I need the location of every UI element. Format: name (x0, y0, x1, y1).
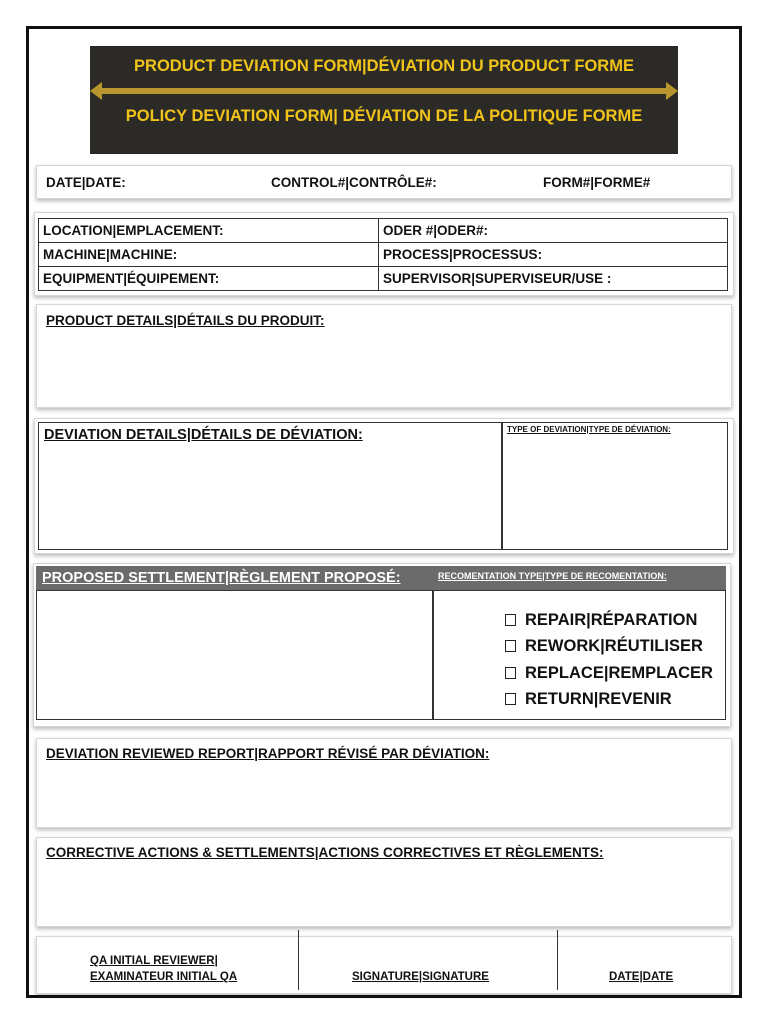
banner-divider (100, 88, 668, 94)
option-return[interactable] (505, 690, 672, 709)
info-grid (38, 218, 728, 291)
machine-field[interactable]: MACHINE|MACHINE: (39, 243, 379, 267)
recommendation-type-label: RECOMENTATION TYPE|TYPE DE RECOMENTATION: (438, 571, 667, 581)
qa-reviewer-label-line2: EXAMINATEUR INITIAL QA (90, 971, 238, 983)
qa-reviewer-label-line1: QA INITIAL REVIEWER| (90, 955, 218, 967)
signature-divider (298, 930, 299, 990)
option-repair[interactable] (505, 611, 697, 630)
checkbox-icon[interactable] (505, 640, 516, 652)
checkbox-icon[interactable] (505, 693, 516, 705)
order-number-field[interactable]: ODER #|ODER#: (379, 219, 728, 243)
equipment-field[interactable]: EQUIPMENT|ÉQUIPEMENT: (39, 267, 379, 291)
deviation-type-box[interactable] (502, 422, 728, 550)
deviation-type-label: TYPE OF DEVIATION|TYPE DE DÉVIATION: (507, 425, 671, 434)
settlement-text-box[interactable] (36, 590, 433, 720)
product-details-label: PRODUCT DETAILS|DÉTAILS DU PRODUIT: (46, 313, 325, 328)
checkbox-icon[interactable] (505, 667, 516, 679)
signature-label[interactable]: SIGNATURE|SIGNATURE (352, 971, 489, 983)
date-field[interactable]: DATE|DATE: (46, 175, 126, 190)
arrow-left-icon (90, 82, 102, 100)
form-title-policy: POLICY DEVIATION FORM| DÉVIATION DE LA POLITIQUE FORME (125, 107, 643, 125)
proposed-settlement-label: PROPOSED SETTLEMENT|RÈGLEMENT PROPOSÉ: (42, 570, 401, 586)
supervisor-field[interactable]: SUPERVISOR|SUPERVISEUR/USE : (379, 267, 728, 291)
reviewed-report-label: DEVIATION REVIEWED REPORT|RAPPORT RÉVISÉ PAR DÉVIATION: (46, 746, 490, 761)
option-return-label: RETURN|REVENIR (525, 690, 672, 708)
corrective-actions-label: CORRECTIVE ACTIONS & SETTLEMENTS|ACTIONS CORRECTIVES ET RÈGLEMENTS: (46, 845, 604, 860)
control-number-field[interactable]: CONTROL#|CONTRÔLE#: (271, 175, 437, 190)
signature-date-label[interactable]: DATE|DATE (609, 971, 674, 983)
option-rework-label: REWORK|RÉUTILISER (525, 637, 703, 655)
signature-divider (557, 930, 558, 990)
location-field[interactable]: LOCATION|EMPLACEMENT: (39, 219, 379, 243)
form-title-product: PRODUCT DEVIATION FORM|DÉVIATION DU PRODUCT FORME (134, 57, 634, 75)
deviation-details-label: DEVIATION DETAILS|DÉTAILS DE DÉVIATION: (44, 427, 363, 443)
process-field[interactable]: PROCESS|PROCESSUS: (379, 243, 728, 267)
option-rework[interactable] (505, 637, 703, 656)
form-number-field[interactable]: FORM#|FORME# (543, 175, 651, 190)
arrow-right-icon (666, 82, 678, 100)
option-replace-label: REPLACE|REMPLACER (525, 664, 713, 682)
option-repair-label: REPAIR|RÉPARATION (525, 611, 698, 629)
option-replace[interactable] (505, 664, 713, 683)
checkbox-icon[interactable] (505, 614, 516, 626)
